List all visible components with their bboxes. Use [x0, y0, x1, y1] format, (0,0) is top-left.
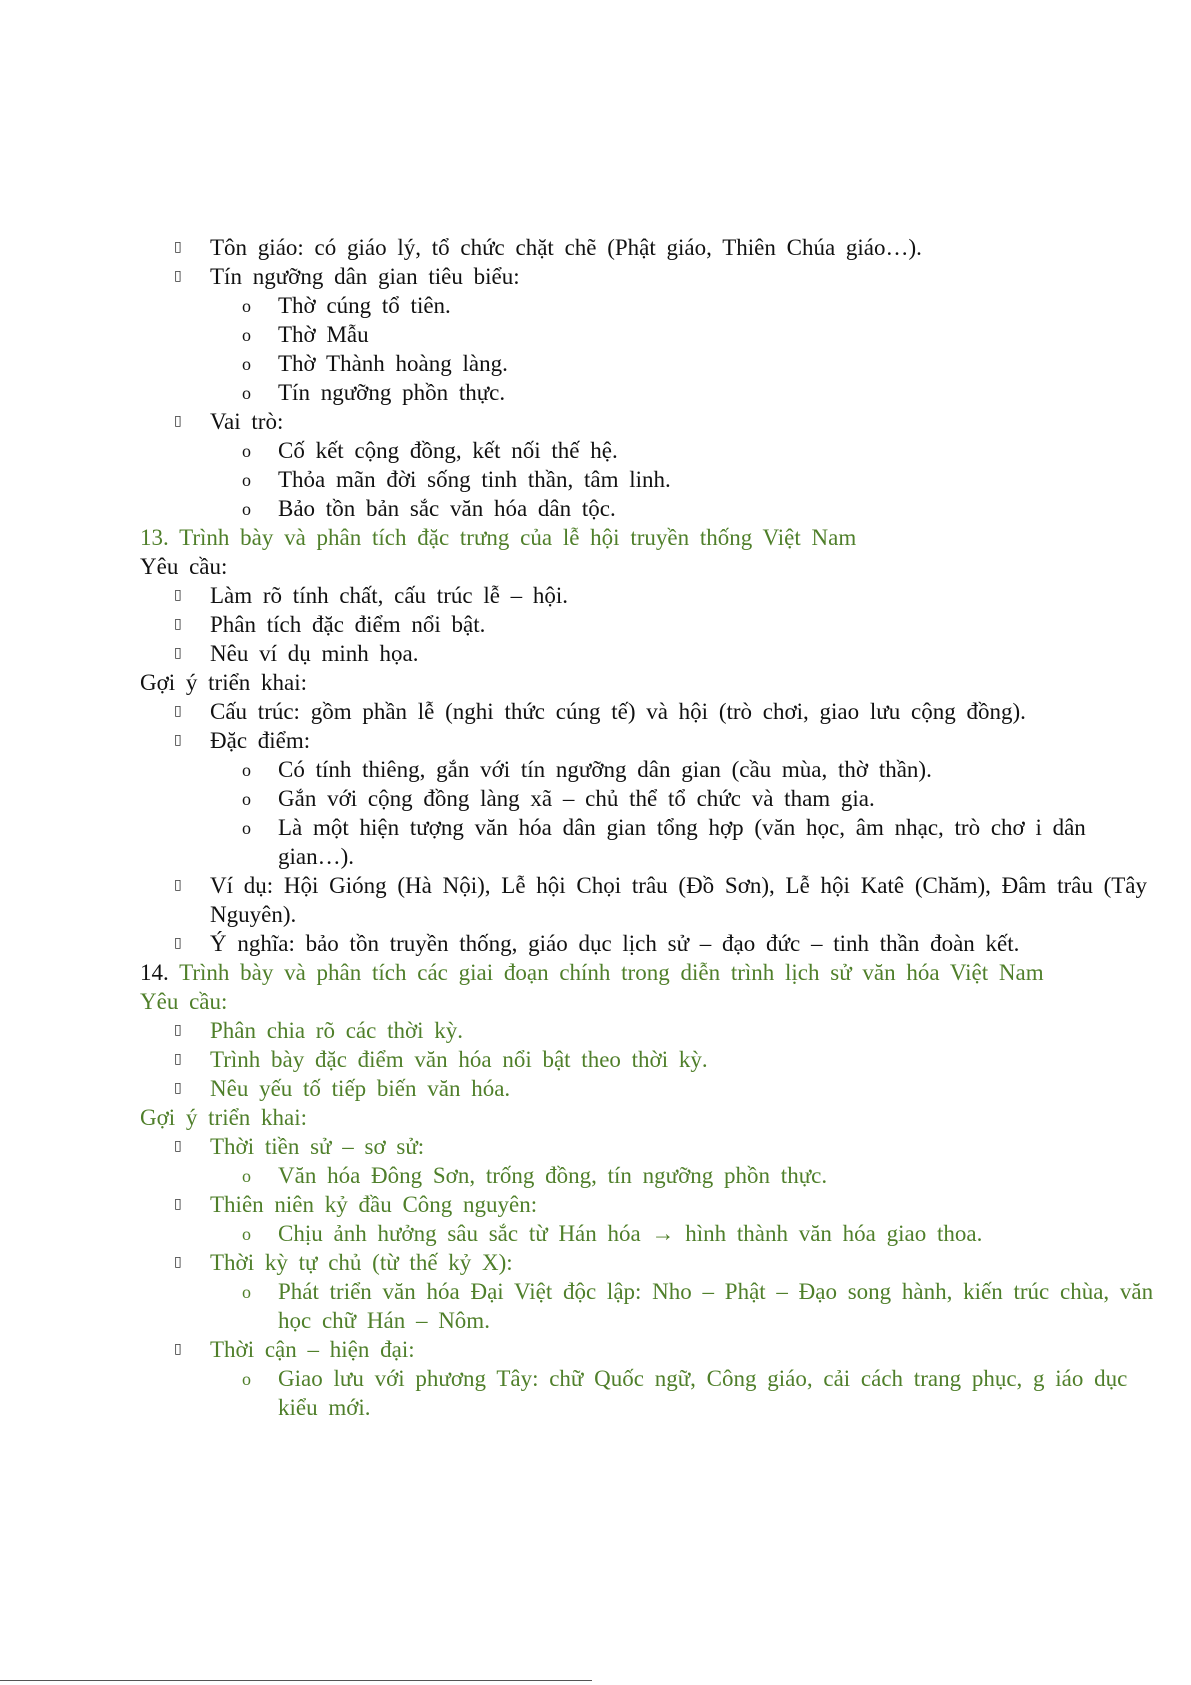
period-item: ▯ Thời kỳ tự chủ (từ thế kỷ X):: [174, 1250, 513, 1275]
list-item: ▯ Phân tích đặc điểm nổi bật.: [174, 612, 486, 637]
section-title: Trình bày và phân tích các giai đoạn chính trong diễn trình lịch sử văn hóa Việt Nam: [179, 960, 1044, 985]
list-item: ▯ Làm rõ tính chất, cấu trúc lễ – hội.: [174, 583, 569, 608]
sub-bullet-icon: o: [242, 383, 251, 403]
list-item: ▯ Phân chia rõ các thời kỳ.: [174, 1018, 464, 1043]
list-item: ▯ Ý nghĩa: bảo tồn truyền thống, giáo dục lịch sử – đạo đức – tinh thần đoàn kết.: [174, 931, 1020, 956]
bullet-icon: ▯: [174, 269, 182, 284]
section-heading-13: 13. Trình bày và phân tích đặc trưng của lễ hội truyền thống Việt Nam: [140, 525, 857, 550]
sub-list-item: o Có tính thiêng, gắn với tín ngưỡng dân gian (cầu mùa, thờ thần).: [140, 755, 1170, 784]
section-number: 14.: [140, 960, 169, 985]
sub-bullet-icon: o: [242, 1166, 251, 1186]
sub-list-item: o Thờ cúng tổ tiên.: [140, 291, 1170, 320]
sub-bullet-icon: o: [242, 760, 251, 780]
bullet-icon: ▯: [174, 646, 182, 661]
period-item: ▯ Thời tiền sử – sơ sử:: [174, 1134, 425, 1159]
requirements-label: Yêu cầu:: [140, 989, 228, 1014]
sub-bullet-icon: o: [242, 354, 251, 374]
bullet-icon: ▯: [174, 1052, 182, 1067]
period-item: ▯ Thời cận – hiện đại:: [174, 1337, 415, 1362]
document-body: [140, 233, 1170, 1422]
sub-bullet-icon: o: [242, 499, 251, 519]
sub-bullet-icon: o: [242, 325, 251, 345]
requirements-label: Yêu cầu:: [140, 554, 228, 579]
bullet-icon: ▯: [174, 878, 182, 893]
bullet-icon: ▯: [174, 1255, 182, 1270]
period-detail: o Chịu ảnh hưởng sâu sắc từ Hán hóa → hình thành văn hóa giao thoa.: [140, 1219, 1170, 1248]
footnote-divider: [0, 1680, 592, 1681]
section-heading-14: [140, 958, 1170, 987]
sub-list-item: o Gắn với cộng đồng làng xã – chủ thể tổ chức và tham gia.: [140, 784, 1170, 813]
period-detail: o Phát triển văn hóa Đại Việt độc lập: Nho – Phật – Đạo song hành, kiến trúc chùa, văn học chữ Hán – Nôm.: [242, 1279, 1154, 1333]
period-detail: o Giao lưu với phương Tây: chữ Quốc ngữ, Công giáo, cải cách trang phục, g iáo dục kiểu mới.: [242, 1366, 1128, 1420]
list-item: ▯ Cấu trúc: gồm phần lễ (nghi thức cúng tế) và hội (trò chơi, giao lưu cộng đồng).: [174, 699, 1026, 724]
bullet-icon: ▯: [174, 414, 182, 429]
sub-bullet-icon: o: [242, 296, 251, 316]
list-item: ▯ Tín ngưỡng dân gian tiêu biểu:: [174, 264, 520, 289]
list-item: ▯ Đặc điểm:: [174, 728, 311, 753]
bullet-icon: ▯: [174, 1139, 182, 1154]
sub-list-item: o Cố kết cộng đồng, kết nối thế hệ.: [140, 436, 1170, 465]
list-item: ▯ Nêu ví dụ minh họa.: [174, 641, 419, 666]
period-detail: o Văn hóa Đông Sơn, trống đồng, tín ngưỡng phồn thực.: [140, 1161, 1170, 1190]
sub-list-item: o Tín ngưỡng phồn thực.: [140, 378, 1170, 407]
sub-list-item: o Thờ Mẫu: [140, 320, 1170, 349]
sub-bullet-icon: o: [242, 441, 251, 461]
sub-list-item: o Là một hiện tượng văn hóa dân gian tổng hợp (văn học, âm nhạc, trò chơ i dân gian…).: [242, 815, 1086, 869]
bullet-icon: ▯: [174, 588, 182, 603]
bullet-icon: ▯: [174, 733, 182, 748]
sub-bullet-icon: o: [242, 1282, 251, 1302]
sub-list-item: o Thỏa mãn đời sống tinh thần, tâm linh.: [140, 465, 1170, 494]
sub-list-item: o Thờ Thành hoàng làng.: [140, 349, 1170, 378]
sub-bullet-icon: o: [242, 818, 251, 838]
hint-label: Gợi ý triển khai:: [140, 670, 308, 695]
sub-list-item: o Bảo tồn bản sắc văn hóa dân tộc.: [140, 494, 1170, 523]
bullet-icon: ▯: [174, 704, 182, 719]
bullet-icon: ▯: [174, 936, 182, 951]
list-item: ▯ Vai trò:: [174, 409, 284, 434]
bullet-icon: ▯: [174, 240, 182, 255]
sub-bullet-icon: o: [242, 1369, 251, 1389]
sub-bullet-icon: o: [242, 470, 251, 490]
sub-bullet-icon: o: [242, 789, 251, 809]
list-item: ▯ Nêu yếu tố tiếp biến văn hóa.: [174, 1076, 511, 1101]
list-item: ▯ Tôn giáo: có giáo lý, tổ chức chặt chẽ (Phật giáo, Thiên Chúa giáo…).: [174, 235, 922, 260]
sub-bullet-icon: o: [242, 1224, 251, 1244]
list-item: ▯ Ví dụ: Hội Gióng (Hà Nội), Lễ hội Chọi trâu (Đồ Sơn), Lễ hội Katê (Chăm), Đâm trâu (Tây Nguyên).: [174, 873, 1148, 927]
list-item: ▯ Trình bày đặc điểm văn hóa nổi bật theo thời kỳ.: [174, 1047, 708, 1072]
bullet-icon: ▯: [174, 1081, 182, 1096]
bullet-icon: ▯: [174, 1342, 182, 1357]
bullet-icon: ▯: [174, 617, 182, 632]
bullet-icon: ▯: [174, 1023, 182, 1038]
period-item: ▯ Thiên niên kỷ đầu Công nguyên:: [174, 1192, 538, 1217]
hint-label: Gợi ý triển khai:: [140, 1105, 308, 1130]
bullet-icon: ▯: [174, 1197, 182, 1212]
